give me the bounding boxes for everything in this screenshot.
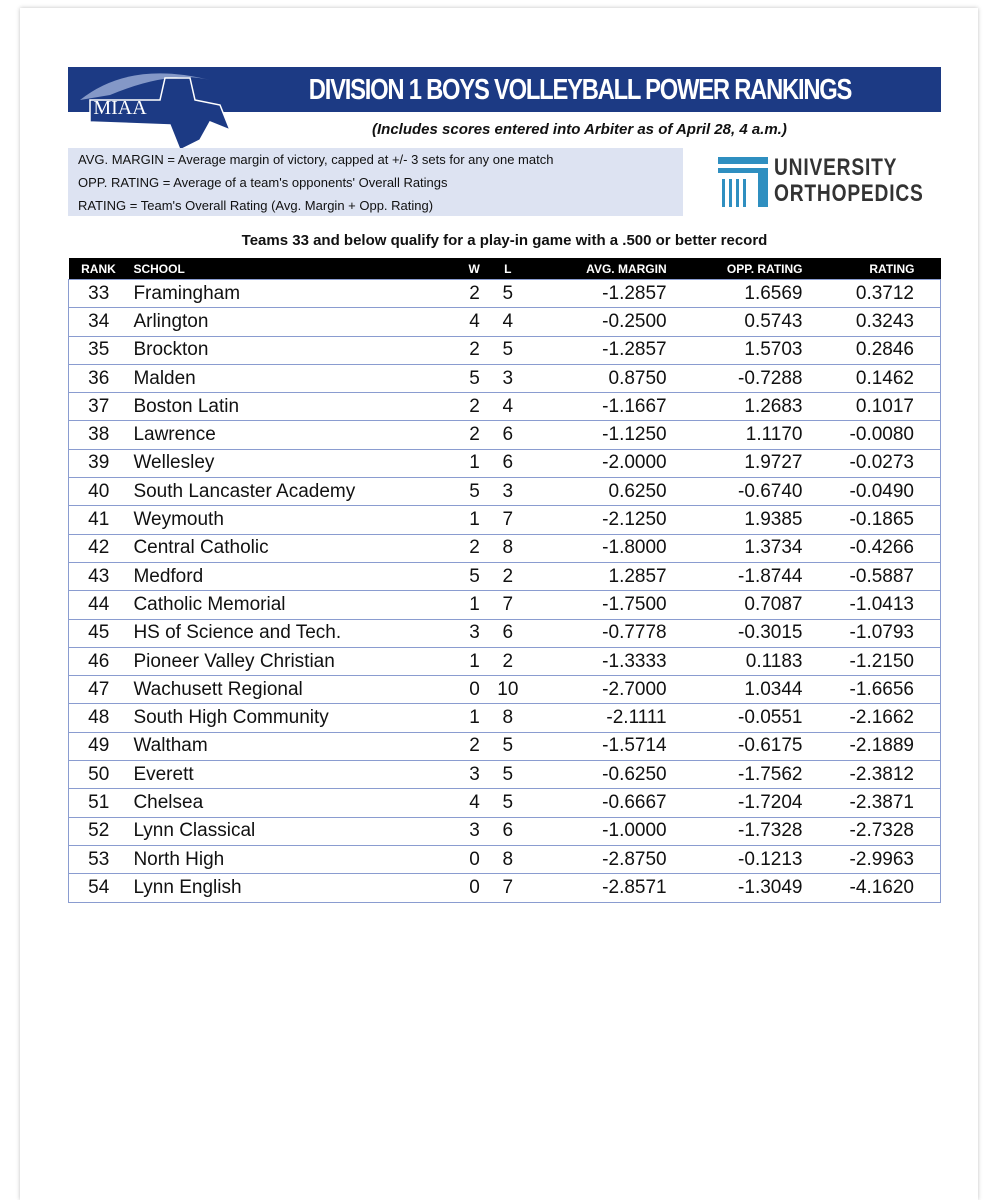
cell-rank: 45: [69, 619, 129, 647]
cell-opp-rating: -1.3049: [693, 874, 829, 902]
cell-avg-margin: -1.8000: [528, 534, 693, 562]
cell-rating: -1.0413: [829, 591, 941, 619]
cell-opp-rating: -1.8744: [693, 562, 829, 590]
cell-rating: -2.3871: [829, 789, 941, 817]
cell-rating: 0.1462: [829, 364, 941, 392]
table-row: [69, 478, 941, 506]
table-row: [69, 336, 941, 364]
cell-losses: 8: [488, 534, 528, 562]
col-avg-margin: AVG. MARGIN: [528, 258, 693, 280]
cell-rank: 37: [69, 393, 129, 421]
table-header: [69, 258, 941, 280]
sponsor-line2: ORTHOPEDICS: [774, 180, 924, 207]
cell-wins: 1: [428, 506, 488, 534]
cell-avg-margin: -1.2857: [528, 336, 693, 364]
cell-wins: 2: [428, 280, 488, 308]
cell-losses: 6: [488, 619, 528, 647]
cell-school: Framingham: [128, 280, 428, 308]
cell-losses: 3: [488, 478, 528, 506]
cell-opp-rating: 1.3734: [693, 534, 829, 562]
cell-rank: 35: [69, 336, 129, 364]
cell-wins: 0: [428, 845, 488, 873]
cell-avg-margin: -2.1111: [528, 704, 693, 732]
col-opp-rating: OPP. RATING: [693, 258, 829, 280]
legend-rating: RATING = Team's Overall Rating (Avg. Margin + Opp. Rating): [78, 198, 434, 213]
cell-rank: 48: [69, 704, 129, 732]
cell-opp-rating: 1.9385: [693, 506, 829, 534]
cell-school: Arlington: [128, 308, 428, 336]
cell-opp-rating: 1.6569: [693, 280, 829, 308]
table-row: [69, 421, 941, 449]
cell-rank: 52: [69, 817, 129, 845]
cell-wins: 1: [428, 449, 488, 477]
cell-losses: 5: [488, 280, 528, 308]
cell-opp-rating: -0.0551: [693, 704, 829, 732]
cell-losses: 7: [488, 591, 528, 619]
cell-avg-margin: -2.0000: [528, 449, 693, 477]
cell-opp-rating: 1.5703: [693, 336, 829, 364]
cell-opp-rating: -1.7204: [693, 789, 829, 817]
cell-school: Wellesley: [128, 449, 428, 477]
table-row: [69, 591, 941, 619]
cell-wins: 3: [428, 817, 488, 845]
column-icon: [718, 155, 770, 211]
col-school: SCHOOL: [128, 258, 428, 280]
cell-rank: 54: [69, 874, 129, 902]
cell-opp-rating: -1.7562: [693, 761, 829, 789]
cell-wins: 0: [428, 676, 488, 704]
cell-wins: 4: [428, 308, 488, 336]
cell-opp-rating: 1.9727: [693, 449, 829, 477]
cell-avg-margin: -1.3333: [528, 647, 693, 675]
cell-rating: 0.2846: [829, 336, 941, 364]
cell-school: Lynn English: [128, 874, 428, 902]
cell-school: Weymouth: [128, 506, 428, 534]
cell-avg-margin: -1.1667: [528, 393, 693, 421]
miaa-logo: [70, 60, 250, 150]
cell-school: Central Catholic: [128, 534, 428, 562]
cell-avg-margin: -2.8750: [528, 845, 693, 873]
col-l: L: [488, 258, 528, 280]
subtitle: (Includes scores entered into Arbiter as of April 28, 4 a.m.): [372, 121, 787, 138]
cell-rating: 0.3712: [829, 280, 941, 308]
cell-losses: 8: [488, 704, 528, 732]
cell-rating: -0.1865: [829, 506, 941, 534]
cell-rank: 53: [69, 845, 129, 873]
svg-text:MIAA: MIAA: [93, 97, 147, 119]
cell-losses: 10: [488, 676, 528, 704]
cell-wins: 0: [428, 874, 488, 902]
cell-rank: 36: [69, 364, 129, 392]
cell-losses: 4: [488, 393, 528, 421]
cell-wins: 4: [428, 789, 488, 817]
cell-rank: 42: [69, 534, 129, 562]
cell-rating: 0.1017: [829, 393, 941, 421]
cell-avg-margin: -0.6667: [528, 789, 693, 817]
cell-rating: -1.2150: [829, 647, 941, 675]
cell-opp-rating: -0.6740: [693, 478, 829, 506]
cell-school: North High: [128, 845, 428, 873]
cell-losses: 2: [488, 647, 528, 675]
cell-rating: -2.3812: [829, 761, 941, 789]
cell-school: Medford: [128, 562, 428, 590]
table-row: [69, 619, 941, 647]
cell-rating: -4.1620: [829, 874, 941, 902]
cell-school: Malden: [128, 364, 428, 392]
table-row: [69, 562, 941, 590]
cell-rating: -0.0273: [829, 449, 941, 477]
cell-opp-rating: 1.2683: [693, 393, 829, 421]
cell-school: South High Community: [128, 704, 428, 732]
cell-avg-margin: -0.7778: [528, 619, 693, 647]
table-row: [69, 506, 941, 534]
cell-wins: 5: [428, 478, 488, 506]
table-row: [69, 647, 941, 675]
qualification-note: Teams 33 and below qualify for a play-in game with a .500 or better record: [241, 232, 768, 249]
table-row: [69, 534, 941, 562]
cell-rank: 46: [69, 647, 129, 675]
cell-rank: 40: [69, 478, 129, 506]
cell-losses: 5: [488, 789, 528, 817]
col-w: W: [428, 258, 488, 280]
cell-avg-margin: -1.7500: [528, 591, 693, 619]
cell-losses: 6: [488, 817, 528, 845]
legend-box: [68, 148, 683, 216]
table-row: [69, 393, 941, 421]
cell-wins: 5: [428, 562, 488, 590]
cell-rating: -0.0080: [829, 421, 941, 449]
cell-school: Everett: [128, 761, 428, 789]
col-rank: RANK: [69, 258, 129, 280]
cell-rating: -2.1662: [829, 704, 941, 732]
cell-losses: 8: [488, 845, 528, 873]
cell-school: South Lancaster Academy: [128, 478, 428, 506]
cell-rating: 0.3243: [829, 308, 941, 336]
legend-opp-rating: OPP. RATING = Average of a team's opponents' Overall Ratings: [78, 175, 448, 190]
cell-wins: 2: [428, 336, 488, 364]
table-row: [69, 732, 941, 760]
cell-wins: 1: [428, 647, 488, 675]
cell-opp-rating: -0.6175: [693, 732, 829, 760]
cell-losses: 7: [488, 506, 528, 534]
cell-rank: 49: [69, 732, 129, 760]
cell-losses: 3: [488, 364, 528, 392]
cell-wins: 5: [428, 364, 488, 392]
cell-school: Wachusett Regional: [128, 676, 428, 704]
cell-school: Pioneer Valley Christian: [128, 647, 428, 675]
cell-wins: 2: [428, 421, 488, 449]
cell-wins: 2: [428, 732, 488, 760]
cell-school: Lawrence: [128, 421, 428, 449]
page-title: DIVISION 1 BOYS VOLLEYBALL POWER RANKINGS: [308, 74, 852, 106]
col-rating: RATING: [829, 258, 941, 280]
cell-rank: 44: [69, 591, 129, 619]
cell-wins: 3: [428, 761, 488, 789]
table-row: [69, 817, 941, 845]
cell-rating: -1.6656: [829, 676, 941, 704]
cell-avg-margin: -1.2857: [528, 280, 693, 308]
cell-rating: -2.7328: [829, 817, 941, 845]
cell-rank: 51: [69, 789, 129, 817]
cell-rating: -2.1889: [829, 732, 941, 760]
cell-avg-margin: -1.0000: [528, 817, 693, 845]
cell-wins: 2: [428, 534, 488, 562]
cell-avg-margin: -1.5714: [528, 732, 693, 760]
cell-losses: 5: [488, 336, 528, 364]
cell-rank: 39: [69, 449, 129, 477]
table-row: [69, 845, 941, 873]
table-row: [69, 704, 941, 732]
cell-rank: 38: [69, 421, 129, 449]
cell-avg-margin: 1.2857: [528, 562, 693, 590]
cell-rating: -1.0793: [829, 619, 941, 647]
cell-rating: -2.9963: [829, 845, 941, 873]
table-row: [69, 449, 941, 477]
table-row: [69, 874, 941, 902]
cell-opp-rating: 0.5743: [693, 308, 829, 336]
cell-avg-margin: -1.1250: [528, 421, 693, 449]
cell-school: Chelsea: [128, 789, 428, 817]
cell-rank: 33: [69, 280, 129, 308]
cell-losses: 7: [488, 874, 528, 902]
table-row: [69, 364, 941, 392]
table-row: [69, 280, 941, 308]
cell-avg-margin: -2.8571: [528, 874, 693, 902]
legend-avg-margin: AVG. MARGIN = Average margin of victory, capped at +/- 3 sets for any one match: [78, 152, 554, 167]
cell-losses: 6: [488, 421, 528, 449]
cell-opp-rating: -0.1213: [693, 845, 829, 873]
table-row: [69, 761, 941, 789]
cell-opp-rating: 1.1170: [693, 421, 829, 449]
sponsor-line1: UNIVERSITY: [774, 154, 898, 181]
cell-rank: 43: [69, 562, 129, 590]
cell-rating: -0.0490: [829, 478, 941, 506]
cell-wins: 3: [428, 619, 488, 647]
cell-losses: 2: [488, 562, 528, 590]
cell-avg-margin: -2.1250: [528, 506, 693, 534]
cell-rank: 50: [69, 761, 129, 789]
cell-avg-margin: -2.7000: [528, 676, 693, 704]
cell-school: HS of Science and Tech.: [128, 619, 428, 647]
cell-avg-margin: 0.8750: [528, 364, 693, 392]
cell-rank: 47: [69, 676, 129, 704]
cell-rating: -0.4266: [829, 534, 941, 562]
table-row: [69, 789, 941, 817]
cell-wins: 1: [428, 704, 488, 732]
cell-school: Boston Latin: [128, 393, 428, 421]
cell-opp-rating: -0.3015: [693, 619, 829, 647]
rankings-table: [68, 258, 941, 903]
cell-opp-rating: 1.0344: [693, 676, 829, 704]
cell-losses: 5: [488, 761, 528, 789]
cell-opp-rating: -1.7328: [693, 817, 829, 845]
cell-rank: 34: [69, 308, 129, 336]
cell-avg-margin: 0.6250: [528, 478, 693, 506]
cell-avg-margin: -0.2500: [528, 308, 693, 336]
cell-school: Brockton: [128, 336, 428, 364]
cell-avg-margin: -0.6250: [528, 761, 693, 789]
cell-wins: 2: [428, 393, 488, 421]
cell-school: Waltham: [128, 732, 428, 760]
cell-wins: 1: [428, 591, 488, 619]
cell-losses: 5: [488, 732, 528, 760]
cell-losses: 4: [488, 308, 528, 336]
cell-rating: -0.5887: [829, 562, 941, 590]
table-row: [69, 676, 941, 704]
cell-school: Lynn Classical: [128, 817, 428, 845]
sponsor-logo: [718, 154, 924, 211]
table-row: [69, 308, 941, 336]
cell-rank: 41: [69, 506, 129, 534]
cell-opp-rating: 0.7087: [693, 591, 829, 619]
cell-opp-rating: 0.1183: [693, 647, 829, 675]
cell-school: Catholic Memorial: [128, 591, 428, 619]
cell-opp-rating: -0.7288: [693, 364, 829, 392]
cell-losses: 6: [488, 449, 528, 477]
